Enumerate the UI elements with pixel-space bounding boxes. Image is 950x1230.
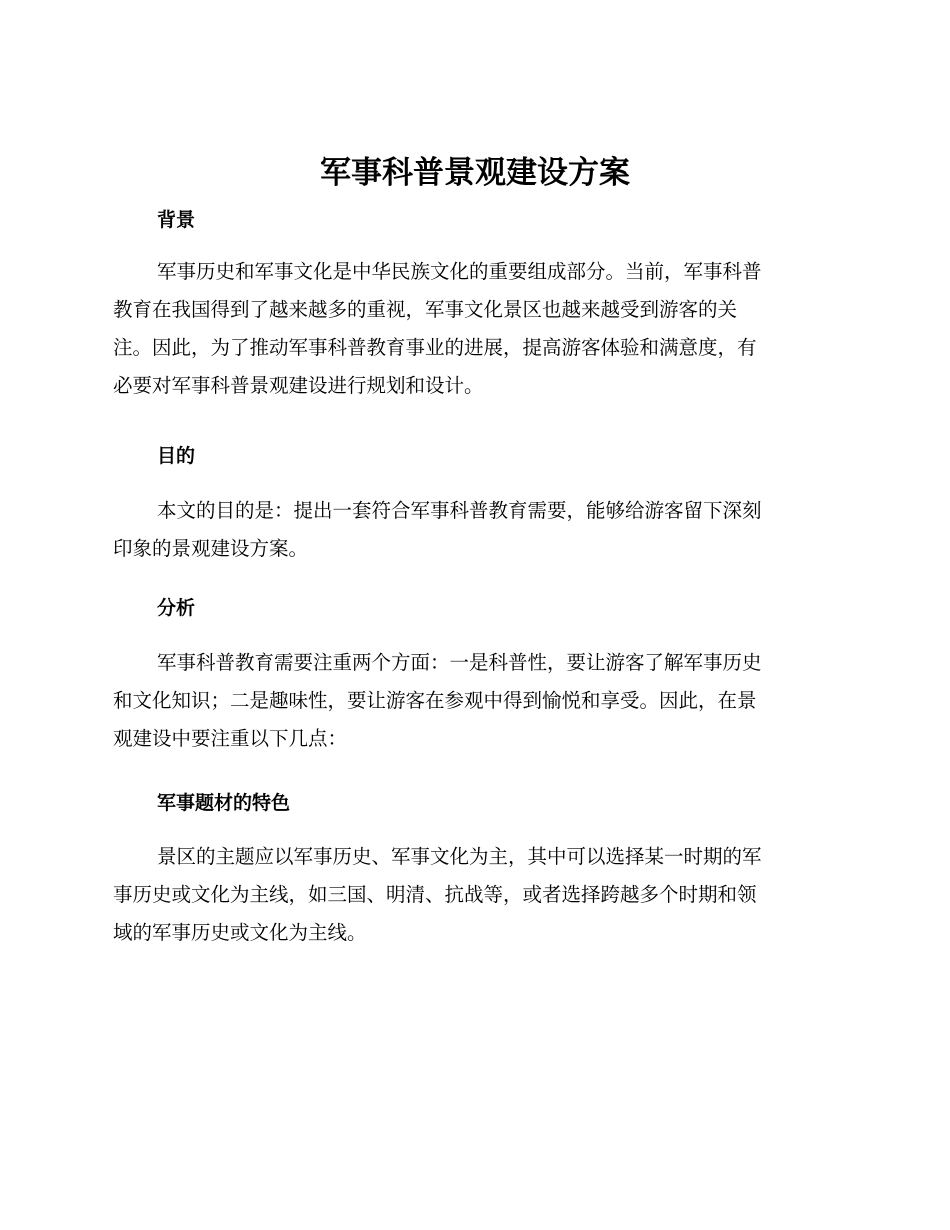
paragraph-line: 域的军事历史或文化为主线。 [113, 921, 367, 944]
section-heading-military-theme: 军事题材的特色 [157, 792, 291, 814]
paragraph-military-theme [113, 838, 829, 952]
paragraph-background [113, 253, 829, 405]
paragraph-line: 印象的景观建设方案。 [113, 537, 309, 560]
section-heading-analysis: 分析 [157, 597, 196, 619]
section-heading-purpose: 目的 [157, 445, 196, 467]
paragraph-line: 注。因此，为了推动军事科普教育事业的进展，提高游客体验和满意度，有 [113, 336, 757, 359]
paragraph-line: 教育在我国得到了越来越多的重视，军事文化景区也越来越受到游客的关 [113, 298, 738, 321]
section-heading-background: 背景 [157, 209, 196, 231]
paragraph-line: 本文的目的是：提出一套符合军事科普教育需要，能够给游客留下深刻 [157, 499, 762, 522]
document-title: 军事科普景观建设方案 [320, 155, 630, 191]
paragraph-line: 和文化知识；二是趣味性，要让游客在参观中得到愉悦和享受。因此，在景 [113, 689, 757, 712]
paragraph-analysis [113, 644, 829, 758]
paragraph-line: 观建设中要注重以下几点： [113, 727, 348, 750]
paragraph-line: 事历史或文化为主线，如三国、明清、抗战等，或者选择跨越多个时期和领 [113, 883, 757, 906]
paragraph-line: 景区的主题应以军事历史、军事文化为主，其中可以选择某一时期的军 [157, 845, 762, 868]
paragraph-line: 军事科普教育需要注重两个方面：一是科普性，要让游客了解军事历史 [157, 651, 762, 674]
paragraph-purpose [113, 492, 829, 568]
paragraph-line: 军事历史和军事文化是中华民族文化的重要组成部分。当前，军事科普 [157, 260, 762, 283]
paragraph-line: 必要对军事科普景观建设进行规划和设计。 [113, 374, 484, 397]
